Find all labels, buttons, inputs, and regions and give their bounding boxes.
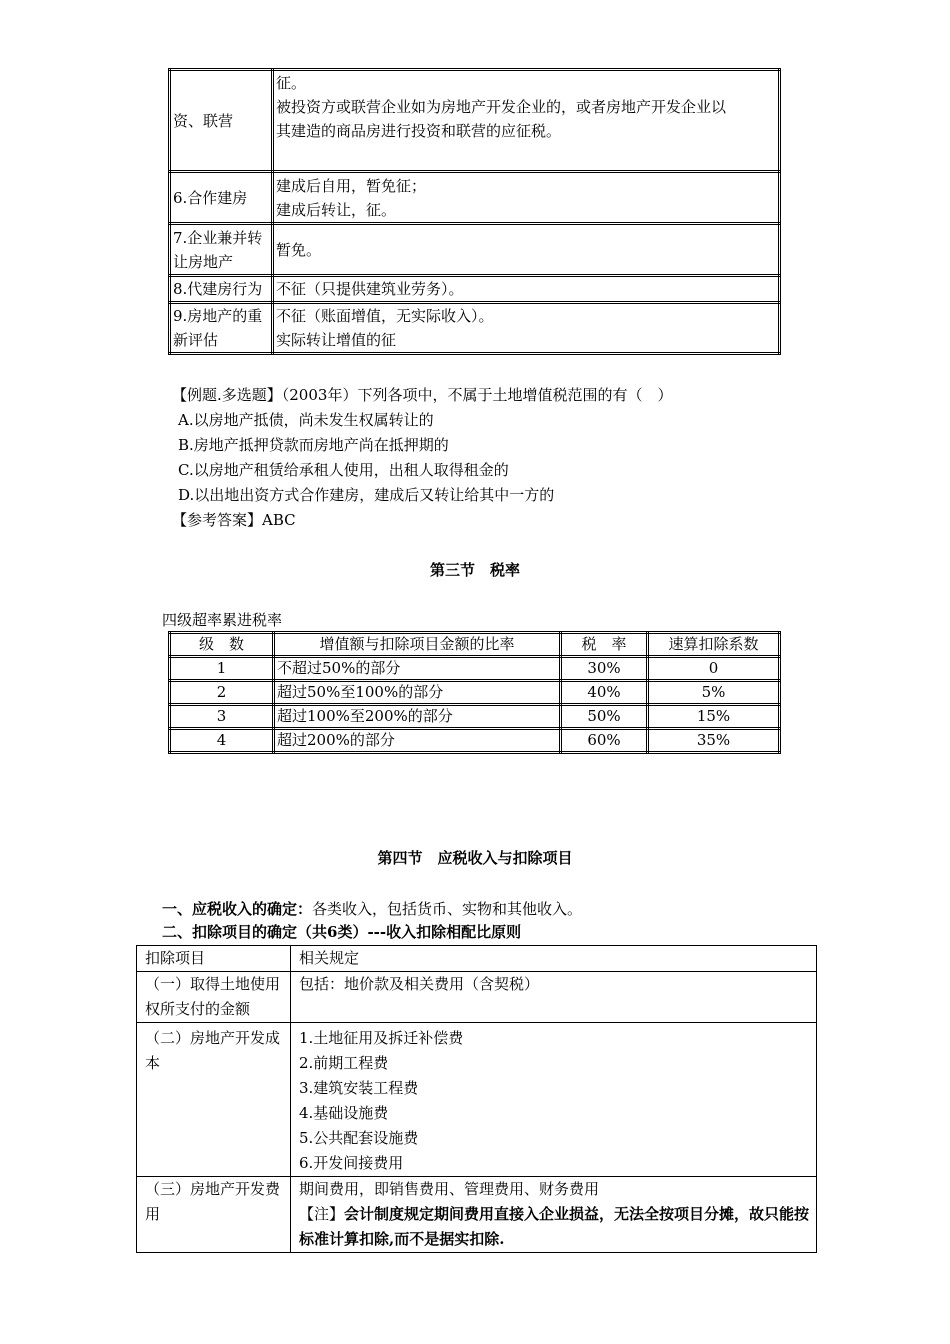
table-row xyxy=(137,1023,817,1177)
item-cell: 9.房地产的重新评估 xyxy=(170,303,273,354)
rule-line: 不征（账面增值，无实际收入）。 xyxy=(276,307,494,325)
item-cell: 8.代建房行为 xyxy=(170,276,273,303)
list-item: 1.土地征用及拆迁补偿费 xyxy=(299,1029,464,1047)
deduction-cell: 35% xyxy=(648,729,780,753)
list-item: 4.基础设施费 xyxy=(299,1104,389,1122)
rule-line: 期间费用，即销售费用、管理费用、财务费用 xyxy=(299,1180,600,1198)
rate-cell: 30% xyxy=(561,657,648,681)
rule-cell xyxy=(291,1177,817,1253)
deduction-cell: 15% xyxy=(648,705,780,729)
table-row xyxy=(170,224,780,276)
table-row xyxy=(170,705,780,729)
option-b: B.房地产抵押贷款而房地产尚在抵押期的 xyxy=(178,436,449,454)
list-item: 2.前期工程费 xyxy=(299,1054,389,1072)
ratio-cell: 超过50%至100%的部分 xyxy=(274,681,561,705)
item-cell: （三）房地产开发费用 xyxy=(137,1177,291,1253)
table-caption: 四级超率累进税率 xyxy=(162,611,283,629)
note-prefix: 【注】 xyxy=(299,1205,345,1223)
option-d: D.以出地出资方式合作建房，建成后又转让给其中一方的 xyxy=(178,486,555,504)
rule-cell xyxy=(273,303,780,354)
rule-line: 实际转让增值的征 xyxy=(276,331,397,349)
section-title: 第四节 应税收入与扣除项目 xyxy=(377,849,573,867)
table-row xyxy=(170,681,780,705)
column-header: 级 数 xyxy=(170,633,274,657)
taxable-income-heading: 一、应税收入的确定： xyxy=(162,900,313,918)
column-header: 税 率 xyxy=(561,633,648,657)
column-header: 扣除项目 xyxy=(137,946,291,972)
level-cell: 1 xyxy=(170,657,274,681)
level-cell: 4 xyxy=(170,729,274,753)
rule-line: 建成后转让，征。 xyxy=(276,200,397,219)
rule-cell: 不征（只提供建筑业劳务）。 xyxy=(273,276,780,303)
item-cell: 6.合作建房 xyxy=(170,172,273,224)
item-cell: （二）房地产开发成本 xyxy=(137,1023,291,1177)
rule-line: 建成后自用，暂免征； xyxy=(276,176,427,195)
option-c: C.以房地产租赁给承租人使用，出租人取得租金的 xyxy=(178,461,509,479)
item-cell: 资、联营 xyxy=(170,70,273,172)
table-header-row xyxy=(170,633,780,657)
deduction-heading: 二、扣除项目的确定（共6类）---收入扣除相配比原则 xyxy=(162,923,522,941)
table-row xyxy=(170,70,780,172)
rule-line: 征。 xyxy=(276,74,307,92)
table-header-row xyxy=(137,946,817,972)
item-cell: （一）取得土地使用权所支付的金额 xyxy=(137,972,291,1023)
rule-cell: 包括：地价款及相关费用（含契税） xyxy=(291,972,817,1023)
rate-cell: 50% xyxy=(561,705,648,729)
list-item: 6.开发间接费用 xyxy=(299,1154,404,1172)
rule-cell xyxy=(273,172,780,224)
ratio-cell: 超过200%的部分 xyxy=(274,729,561,753)
deduction-items-table xyxy=(136,945,817,1253)
taxable-income-line xyxy=(162,897,582,922)
note-text: 会计制度规定期间费用直接入企业损益，无法全按项目分摊，故只能按标准计算扣除,而不是据实扣除. xyxy=(299,1205,810,1248)
rule-line: 其建造的商品房进行投资和联营的应征税。 xyxy=(276,122,562,140)
table-row xyxy=(170,303,780,354)
deduction-cell: 0 xyxy=(648,657,780,681)
level-cell: 3 xyxy=(170,705,274,729)
table-row xyxy=(170,657,780,681)
rate-cell: 60% xyxy=(561,729,648,753)
table-row xyxy=(170,276,780,303)
item-cell: 7.企业兼并转让房地产 xyxy=(170,224,273,276)
reference-answer: 【参考答案】ABC xyxy=(172,511,296,529)
deduction-cell: 5% xyxy=(648,681,780,705)
column-header: 速算扣除系数 xyxy=(648,633,780,657)
rule-cell xyxy=(291,1023,817,1177)
ratio-cell: 不超过50%的部分 xyxy=(274,657,561,681)
ratio-cell: 超过100%至200%的部分 xyxy=(274,705,561,729)
rate-cell: 40% xyxy=(561,681,648,705)
list-item: 3.建筑安装工程费 xyxy=(299,1079,419,1097)
list-item: 5.公共配套设施费 xyxy=(299,1129,419,1147)
rule-cell: 暂免。 xyxy=(273,224,780,276)
taxable-income-text: 各类收入，包括货币、实物和其他收入。 xyxy=(312,900,583,918)
option-a: A.以房地产抵债，尚未发生权属转让的 xyxy=(178,411,434,429)
table-row xyxy=(137,1177,817,1253)
transfer-scope-table xyxy=(168,68,781,355)
section-title: 第三节 税率 xyxy=(429,561,520,579)
rule-cell xyxy=(273,70,780,172)
table-row xyxy=(170,172,780,224)
column-header: 相关规定 xyxy=(291,946,817,972)
rule-line: 被投资方或联营企业如为房地产开发企业的，或者房地产开发企业以 xyxy=(276,98,727,116)
column-header: 增值额与扣除项目金额的比率 xyxy=(274,633,561,657)
table-row xyxy=(137,972,817,1023)
example-question: 【例题.多选题】（2003年）下列各项中，不属于土地增值税范围的有（ ） xyxy=(172,386,673,404)
tax-rate-table xyxy=(168,631,781,754)
level-cell: 2 xyxy=(170,681,274,705)
table-row xyxy=(170,729,780,753)
